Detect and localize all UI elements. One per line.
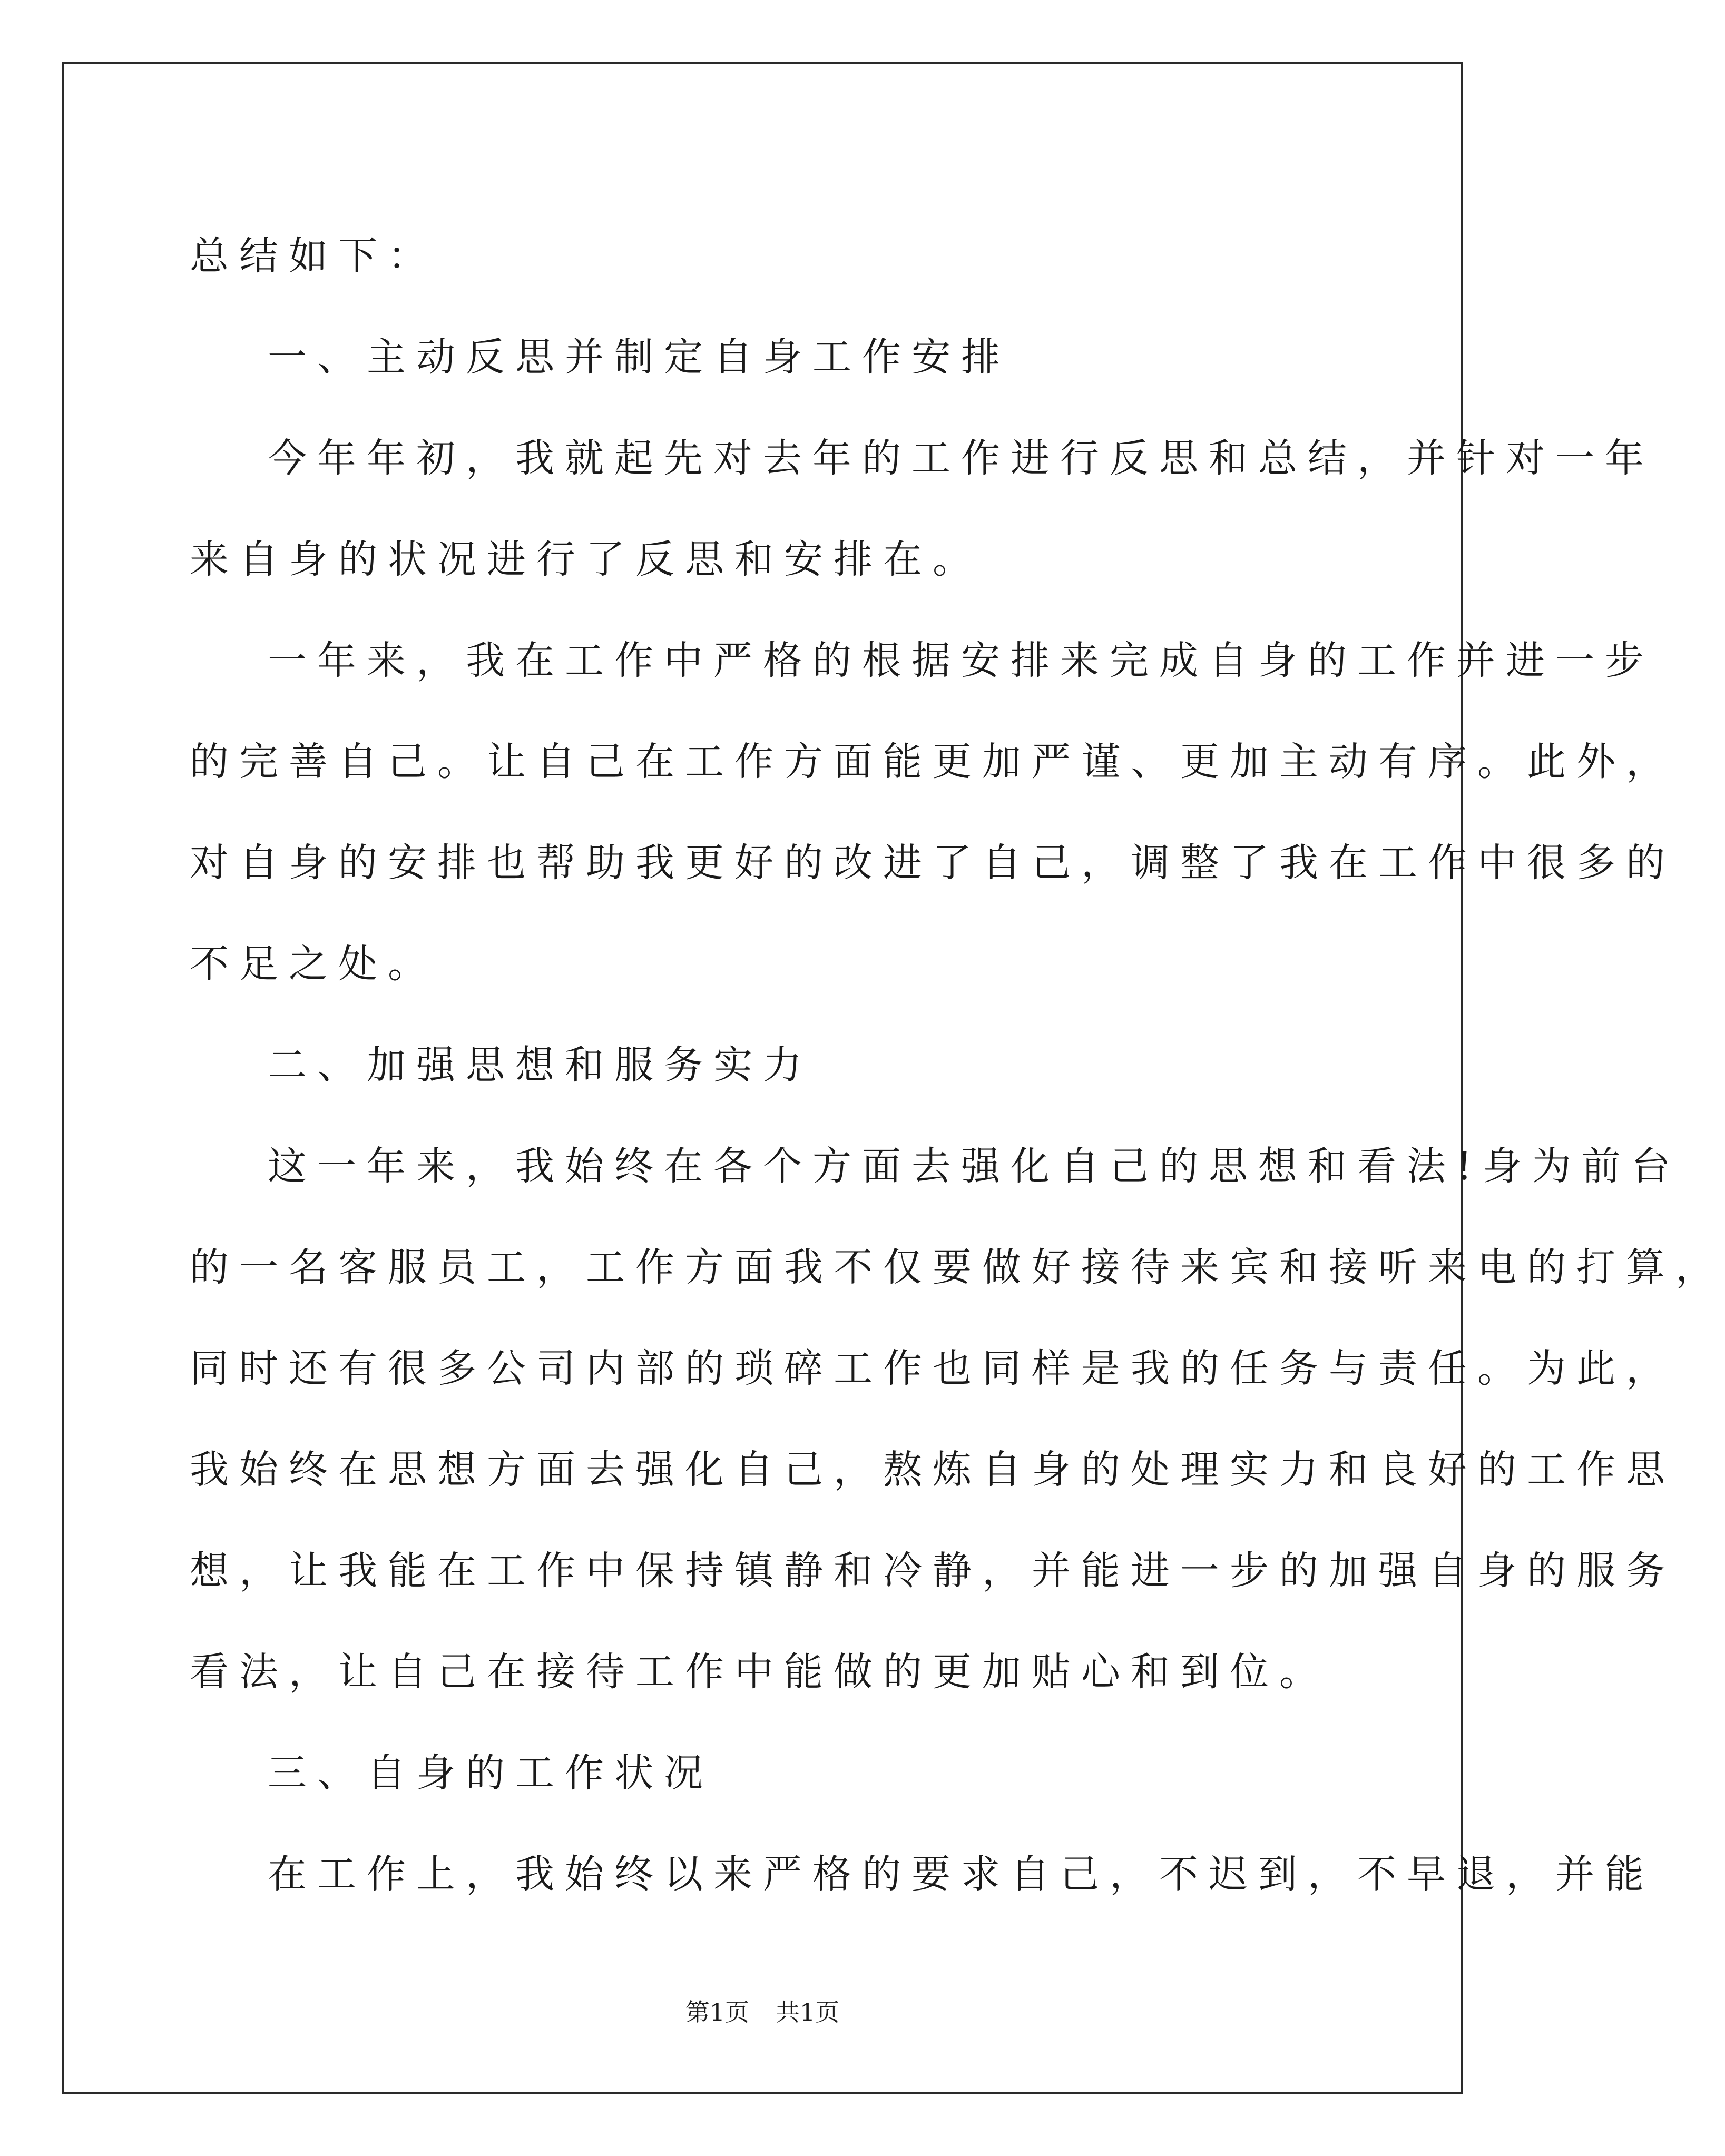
document-body: [190, 205, 1725, 1925]
text-line-14: 想，让我能在工作中保持镇静和冷静，并能进一步的加强自身的服务: [190, 1548, 1675, 1593]
page-total: 共1页: [776, 1998, 840, 2026]
section-heading-1: 一、主动反思并制定自身工作安排: [268, 334, 1011, 380]
text-line-13: 我始终在思想方面去强化自己，熬炼自身的处理实力和良好的工作思: [190, 1447, 1675, 1492]
section-heading-3: 三、自身的工作状况: [268, 1750, 713, 1796]
text-line-7: 对自身的安排也帮助我更好的改进了自己，调整了我在工作中很多的: [190, 840, 1675, 885]
text-line-10: 这一年来，我始终在各个方面去强化自己的思想和看法!身为前台: [268, 1144, 1681, 1189]
text-line-5: 一年来，我在工作中严格的根据安排来完成自身的工作并进一步: [268, 638, 1654, 683]
text-line-15: 看法，让自己在接待工作中能做的更加贴心和到位。: [190, 1649, 1329, 1695]
text-line-12: 同时还有很多公司内部的琐碎工作也同样是我的任务与责任。为此，: [190, 1346, 1675, 1391]
text-line-1: 总结如下：: [190, 233, 437, 279]
text-line-4: 来自身的状况进行了反思和安排在。: [190, 537, 982, 582]
text-line-8: 不足之处。: [190, 941, 437, 987]
section-heading-2: 二、加强思想和服务实力: [268, 1042, 812, 1088]
text-line-17: 在工作上，我始终以来严格的要求自己，不迟到，不早退，并能: [268, 1852, 1654, 1897]
page-footer: [0, 1996, 1525, 2028]
text-line-11: 的一名客服员工，工作方面我不仅要做好接待来宾和接听来电的打算，: [190, 1245, 1725, 1290]
text-line-6: 的完善自己。让自己在工作方面能更加严谨、更加主动有序。此外，: [190, 739, 1675, 784]
page-number: 第1页: [685, 1998, 749, 2026]
text-line-3: 今年年初，我就起先对去年的工作进行反思和总结，并针对一年: [268, 436, 1654, 481]
